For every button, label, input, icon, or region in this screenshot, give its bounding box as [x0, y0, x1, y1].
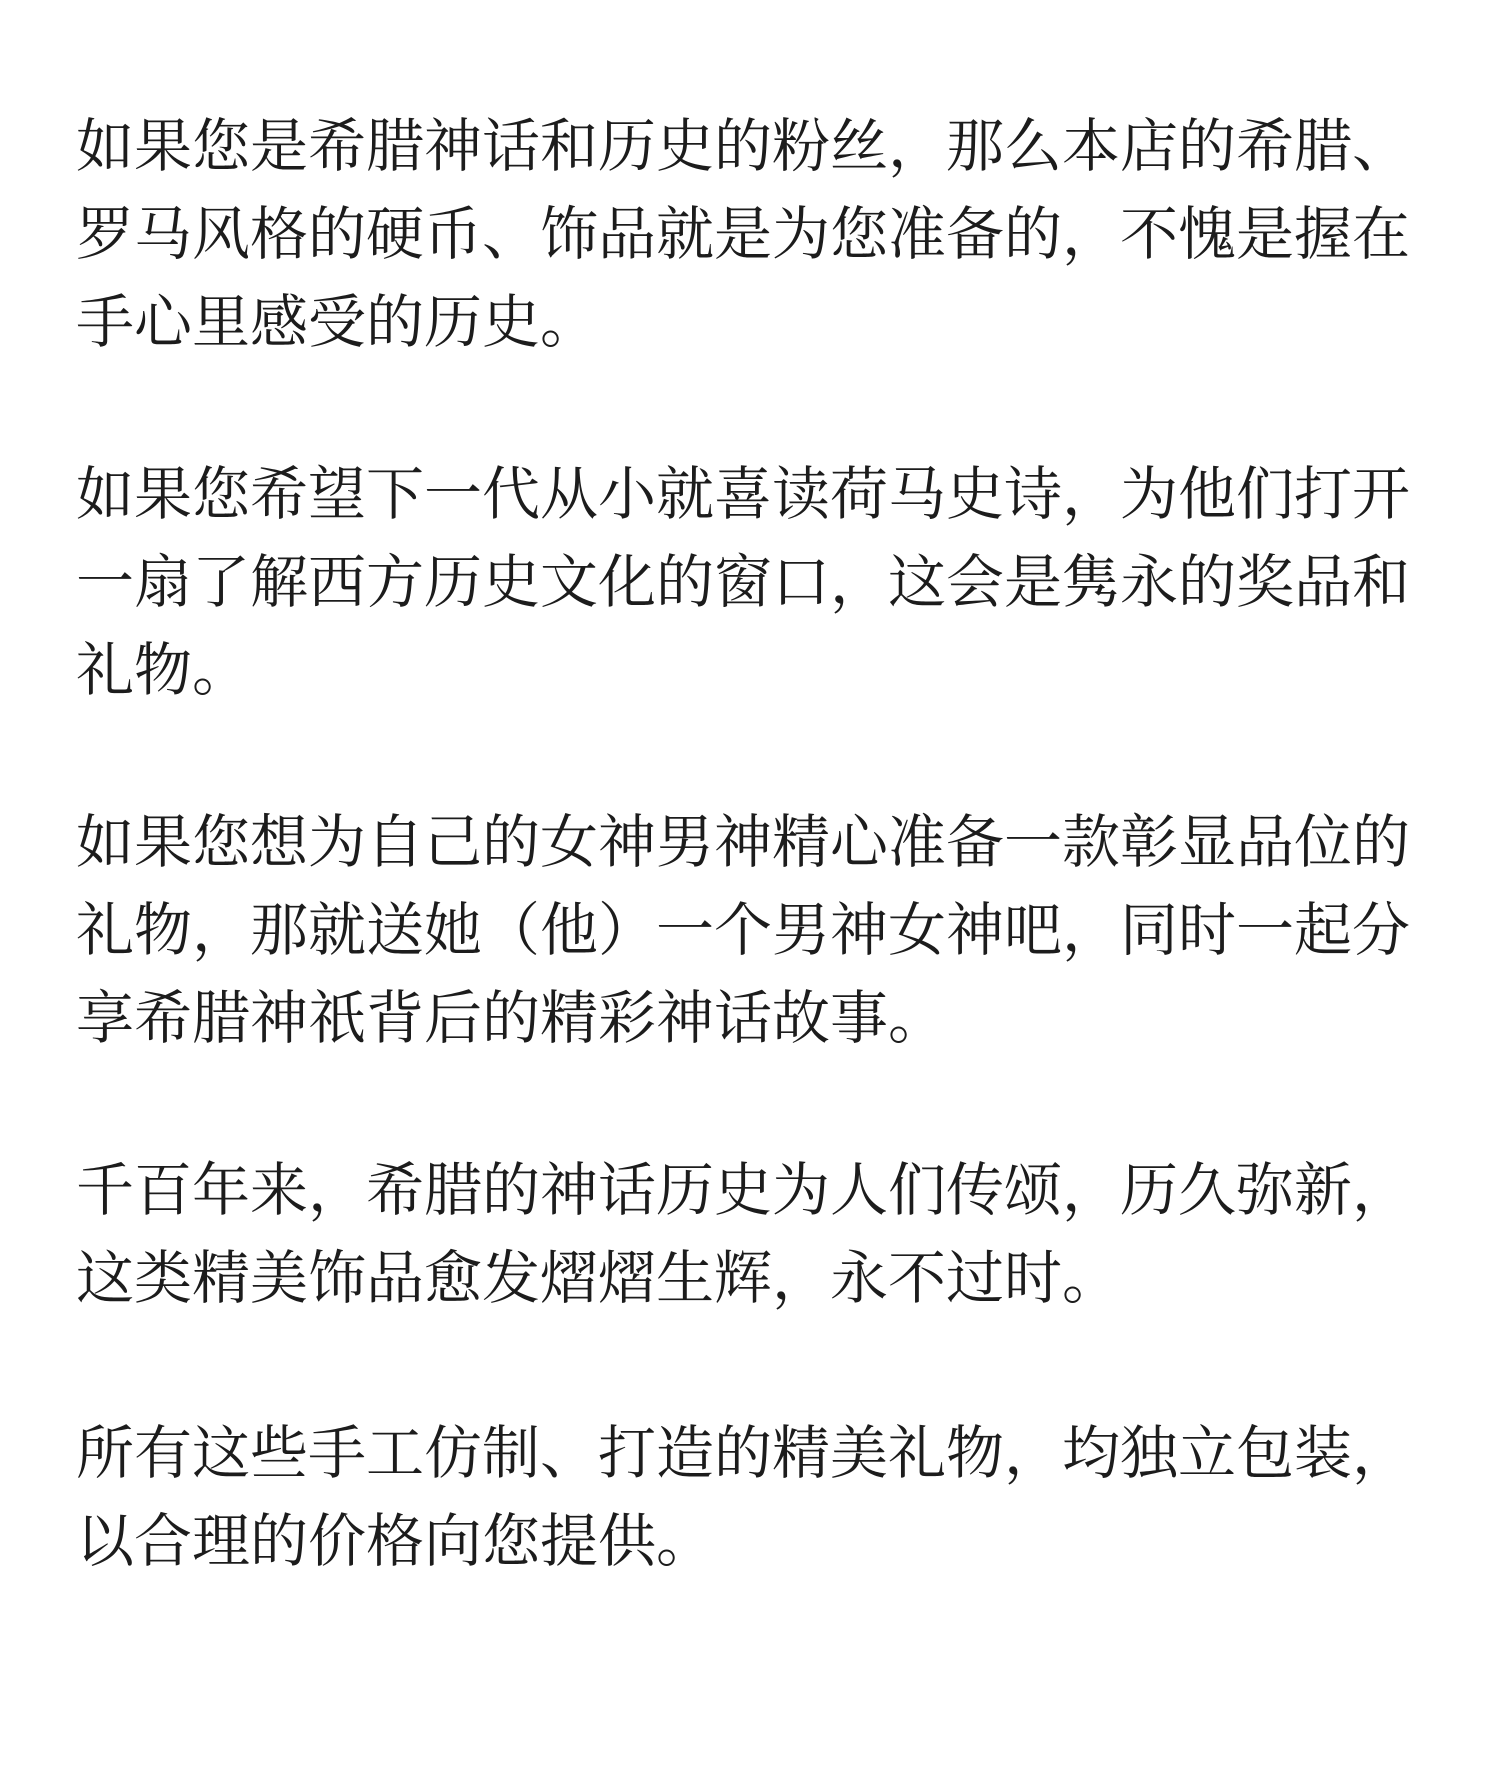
text-line: 礼物。: [76, 636, 251, 704]
text-line: 这类精美饰品愈发熠熠生辉，永不过时。: [76, 1244, 1121, 1312]
text-line: 一扇了解西方历史文化的窗口，这会是隽永的奖品和: [76, 548, 1411, 616]
text-line: 如果您是希腊神话和历史的粉丝，那么本店的希腊、: [76, 112, 1411, 180]
paragraph-greek-coins: [76, 102, 1410, 366]
text-line: 千百年来，希腊的神话历史为人们传颂，历久弥新，: [76, 1156, 1411, 1224]
text-line: 享希腊神祇背后的精彩神话故事。: [76, 984, 947, 1052]
text-line: 手心里感受的历史。: [76, 288, 599, 356]
paragraph-homer-gift: [76, 450, 1410, 714]
text-line: 如果您想为自己的女神男神精心准备一款彰显品位的: [76, 808, 1411, 876]
text-line: 以合理的价格向您提供。: [76, 1507, 715, 1575]
paragraph-god-goddess-gift: [76, 798, 1410, 1062]
text-line: 所有这些手工仿制、打造的精美礼物，均独立包装，: [76, 1419, 1411, 1487]
text-line: 礼物，那就送她（他）一个男神女神吧，同时一起分: [76, 896, 1411, 964]
text-line: 罗马风格的硬币、饰品就是为您准备的，不愧是握在: [76, 200, 1411, 268]
paragraph-timeless: [76, 1146, 1410, 1322]
paragraph-packaging-price: [76, 1409, 1410, 1585]
text-line: 如果您希望下一代从小就喜读荷马史诗，为他们打开: [76, 460, 1411, 528]
